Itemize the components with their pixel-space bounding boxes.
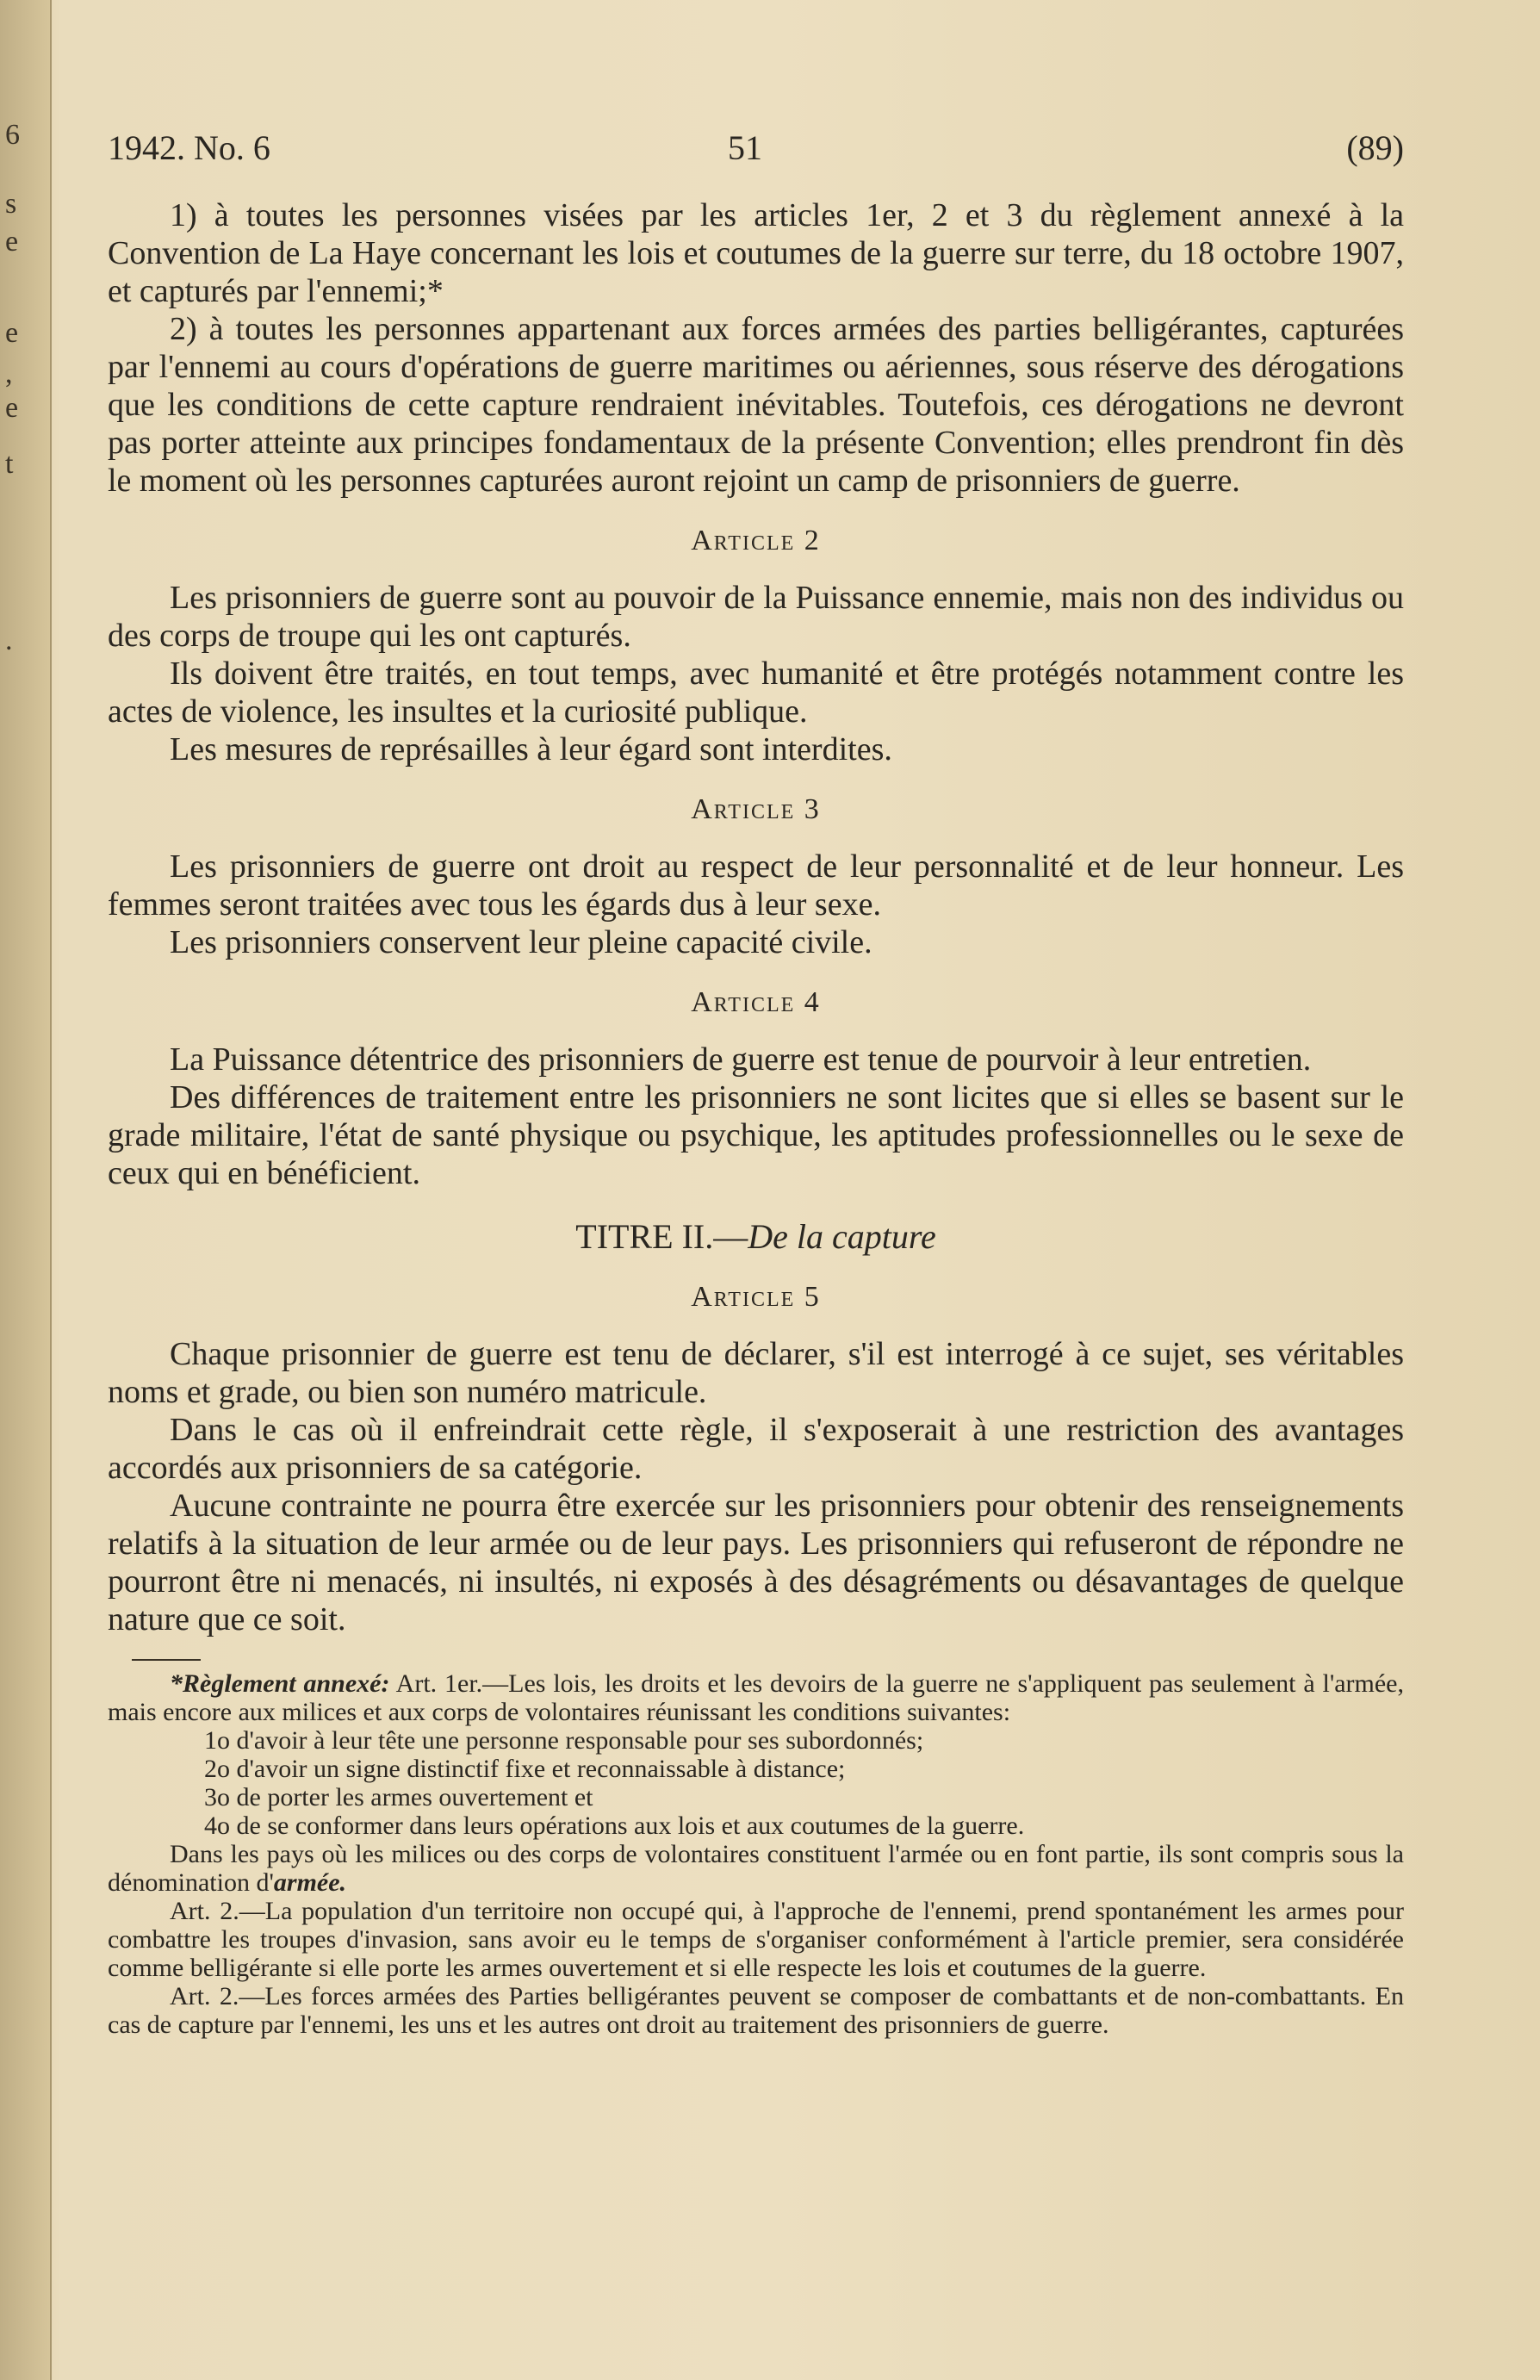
- gutter-char: e: [5, 392, 19, 424]
- gutter-char: t: [5, 448, 14, 480]
- footnote-lead-rest: Art. 1er.—Les lois, les droits et les devoirs de la guerre ne s'appliquent pas seulement à l'armée, mais encore aux milices et aux corps de volontaires réunissant les conditions suivantes:: [108, 1669, 1404, 1726]
- article-heading: Article 3: [691, 793, 821, 825]
- gutter-char: .: [5, 625, 13, 656]
- paragraph: Les prisonniers conservent leur pleine capacité civile.: [170, 924, 872, 960]
- paragraph: 1) à toutes les personnes visées par les articles 1er, 2 et 3 du règlement annexé à la Convention de La Haye concernant les lois et coutumes de la guerre sur terre, du 18 octobre 1907, et capturés par l'ennemi;*: [108, 197, 1404, 309]
- paragraph: Les prisonniers de guerre ont droit au respect de leur personnalité et de leur honneur. Les femmes seront traitées avec tous les égards dus à leur sexe.: [108, 848, 1404, 923]
- footnote-divider: [132, 1659, 201, 1661]
- footnote-paragraph: [108, 1840, 1404, 1897]
- paragraph: Les prisonniers de guerre sont au pouvoir de la Puissance ennemie, mais non des individus ou des corps de troupe qui les ont capturés.: [108, 580, 1404, 654]
- header-alt-page-number: (89): [1346, 128, 1404, 167]
- paragraph: Chaque prisonnier de guerre est tenu de déclarer, s'il est interrogé à ce sujet, ses véritables noms et grade, ou bien son numéro matricule.: [108, 1336, 1404, 1410]
- page-number: 51: [728, 128, 762, 167]
- paragraph: Ils doivent être traités, en tout temps, avec humanité et être protégés notamment contre les actes de violence, les insultes et la curiosité publique.: [108, 656, 1404, 730]
- paragraph: La Puissance détentrice des prisonniers de guerre est tenue de pourvoir à leur entretien.: [170, 1041, 1312, 1078]
- footnote-paragraph: [108, 1669, 1404, 1726]
- article-heading: Article 5: [691, 1281, 821, 1313]
- adjacent-page-edge: [0, 0, 52, 2380]
- footnote-paragraph: Art. 2.—La population d'un territoire non occupé qui, à l'approche de l'ennemi, prend spontanément les armes pour combattre les troupes d'invasion, sans avoir eu le temps de s'organiser conformément à l'article premier, sera considérée comme belligérante si elle porte les armes ouvertement et si elle respecte les lois et coutumes de la guerre.: [108, 1897, 1404, 1982]
- paragraph: Les mesures de représailles à leur égard sont interdites.: [170, 731, 892, 767]
- footnote-lead: *Règlement annexé:: [170, 1669, 390, 1698]
- gutter-char: s: [5, 188, 17, 220]
- header-year-number: 1942. No. 6: [108, 128, 270, 167]
- title-italic: De la capture: [748, 1217, 936, 1256]
- title-prefix: TITRE II.—: [575, 1217, 748, 1256]
- footnote-list-item: 1o d'avoir à leur tête une personne responsable pour ses subordonnés;: [204, 1726, 924, 1755]
- gutter-char: e: [5, 317, 19, 349]
- footnote-list-item: 4o de se conformer dans leurs opérations aux lois et aux coutumes de la guerre.: [204, 1811, 1025, 1840]
- footnote-italic: armée.: [273, 1868, 347, 1897]
- gutter-char: e: [5, 226, 19, 258]
- gutter-char: 6: [5, 119, 20, 151]
- footnote-paragraph: Art. 2.—Les forces armées des Parties belligérantes peuvent se composer de combattants et de non-combattants. En cas de capture par l'ennemi, les uns et les autres ont droit au traitement des prisonniers de guerre.: [108, 1982, 1404, 2039]
- page-body: [108, 196, 1404, 2039]
- article-heading: Article 4: [691, 986, 821, 1018]
- title-heading: [108, 1218, 1404, 1256]
- paragraph: Aucune contrainte ne pourra être exercée sur les prisonniers pour obtenir des renseignements relatifs à la situation de leur armée ou de leur pays. Les prisonniers qui refuseront de répondre ne pourront être ni menacés, ni insultés, ni exposés à des désagréments ou désavantages de quelque nature que ce soit.: [108, 1488, 1404, 1637]
- footnote-list-item: 2o d'avoir un signe distinctif fixe et reconnaissable à distance;: [204, 1755, 846, 1783]
- paragraph: Des différences de traitement entre les prisonniers ne sont licites que si elles se basent sur le grade militaire, l'état de santé physique ou psychique, les aptitudes professionnelles ou le sexe de ceux qui en bénéficient.: [108, 1079, 1404, 1191]
- footnote-list-item: 3o de porter les armes ouvertement et: [204, 1783, 593, 1811]
- footnote-text: Dans les pays où les milices ou des corps de volontaires constituent l'armée ou en font partie, ils sont compris sous la dénomination d': [108, 1840, 1404, 1897]
- gutter-char: ,: [5, 357, 13, 389]
- paragraph: 2) à toutes les personnes appartenant aux forces armées des parties belligérantes, capturées par l'ennemi au cours d'opérations de guerre maritimes ou aériennes, sous réserve des dérogations que les conditions de cette capture rendraient inévitables. Toutefois, ces dérogations ne devront pas porter atteinte aux principes fondamentaux de la présente Convention; elles prendront fin dès le moment où les personnes capturées auront rejoint un camp de prisonniers de guerre.: [108, 311, 1404, 499]
- article-heading: Article 2: [691, 525, 821, 556]
- paragraph: Dans le cas où il enfreindrait cette règle, il s'exposerait à une restriction des avantages accordés aux prisonniers de sa catégorie.: [108, 1412, 1404, 1486]
- running-header: [108, 127, 1404, 171]
- footnote: [108, 1669, 1404, 2039]
